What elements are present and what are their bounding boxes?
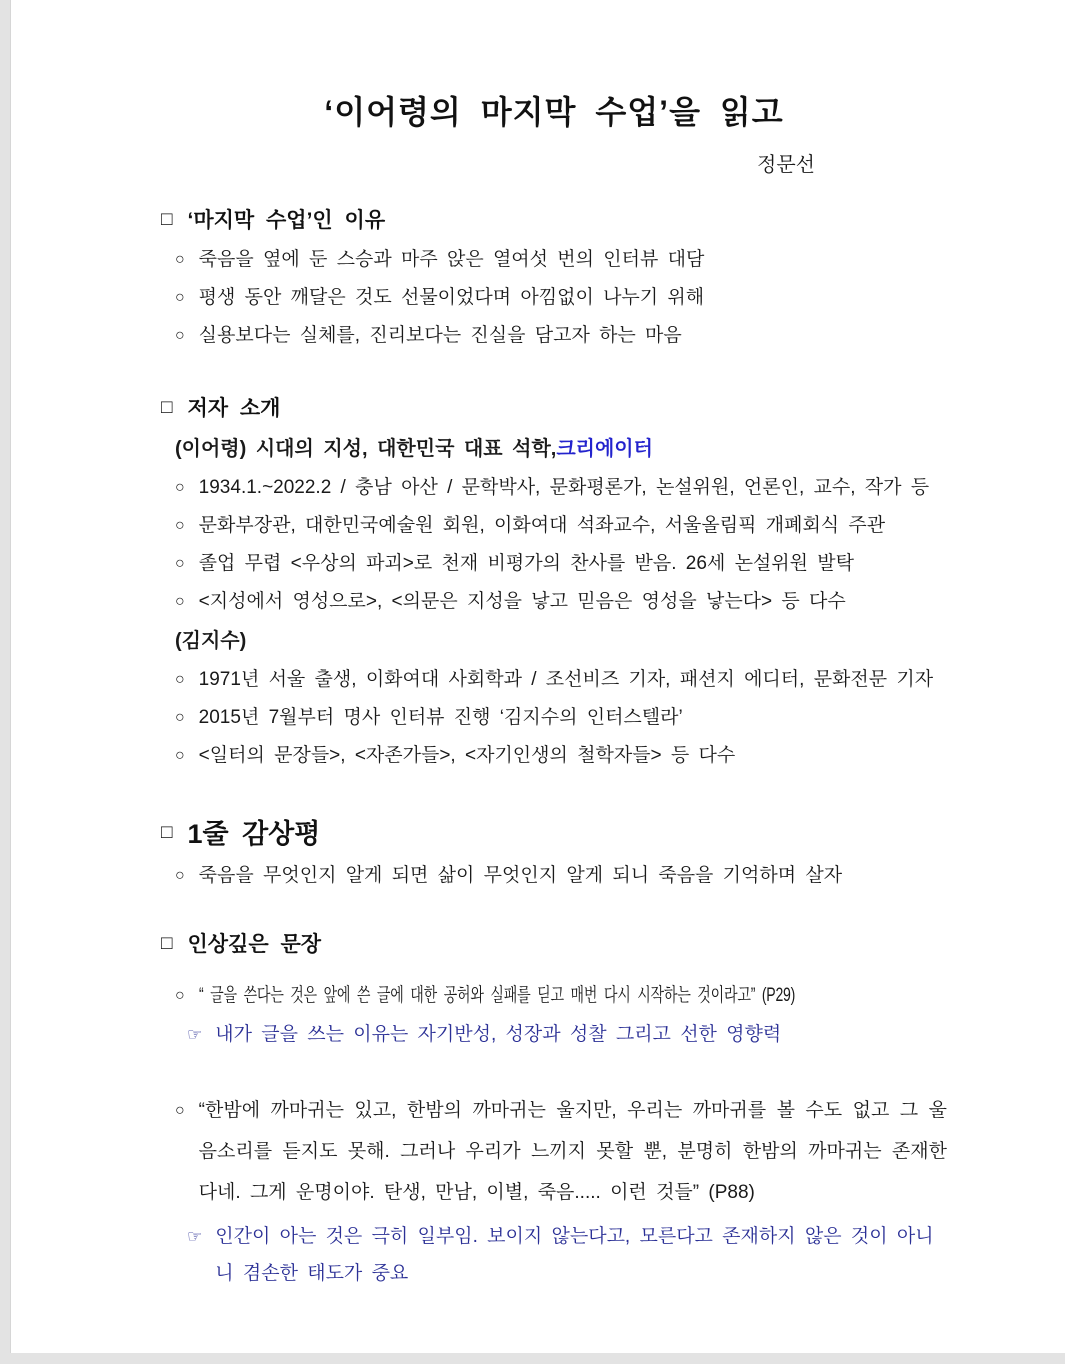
- bullet-text: 1934.1.~2022.2 / 충남 아산 / 문학박사, 문화평론가, 논설위원, 언론인, 교수, 작가 등: [198, 477, 930, 498]
- document-page: [10, 0, 1065, 1353]
- bullet-item: [161, 590, 947, 614]
- section-heading-text: 1줄 감상평: [187, 819, 321, 849]
- circle-bullet-icon: ○: [175, 1102, 185, 1119]
- square-bullet-icon: □: [161, 209, 173, 230]
- square-bullet-icon: □: [161, 822, 173, 843]
- section-heading-review: [161, 818, 947, 850]
- bullet-item: [161, 864, 947, 888]
- circle-bullet-icon: ○: [175, 555, 185, 572]
- circle-bullet-icon: ○: [175, 289, 185, 306]
- bullet-item: [161, 286, 947, 310]
- bullet-item: [161, 744, 947, 768]
- circle-bullet-icon: ○: [175, 251, 185, 268]
- section-heading-text: 저자 소개: [187, 397, 281, 420]
- pointing-hand-icon: ☞: [187, 1227, 203, 1246]
- circle-bullet-icon: ○: [175, 709, 185, 726]
- quote-item: [161, 984, 947, 1008]
- bullet-text: 실용보다는 실체를, 진리보다는 진실을 담고자 하는 마음: [198, 325, 682, 346]
- author-name: 정문선: [757, 154, 815, 176]
- section-heading-text: 인상깊은 문장: [187, 933, 322, 956]
- bullet-text: 평생 동안 깨달은 것도 선물이었다며 아낌없이 나누기 위해: [198, 287, 705, 308]
- circle-bullet-icon: ○: [175, 593, 185, 610]
- bullet-text: 죽음을 옆에 둔 스승과 마주 앉은 열여섯 번의 인터뷰 대담: [198, 249, 705, 270]
- circle-bullet-icon: ○: [175, 327, 185, 344]
- section-heading-text: ‘마지막 수업’인 이유: [187, 209, 386, 232]
- subheading-lee: [161, 436, 947, 462]
- square-bullet-icon: □: [161, 933, 173, 954]
- quote-text: “ 글을 쓴다는 것은 앞에 쓴 글에 대한 공허와 실패를 딛고 매번 다시 시작하는 것이라고” (P29): [198, 985, 795, 1006]
- bullet-item: [161, 668, 947, 692]
- note-item: [161, 1218, 947, 1292]
- note-item: [161, 1022, 947, 1048]
- document-title: ‘이어령의 마지막 수업’을 읽고: [324, 94, 784, 130]
- bullet-text: <지성에서 영성으로>, <의문은 지성을 낳고 믿음은 영성을 낳는다> 등 다수: [198, 591, 846, 612]
- document-content: [11, 0, 1065, 1292]
- section-heading-quotes: [161, 932, 947, 958]
- bullet-item: [161, 514, 947, 538]
- square-bullet-icon: □: [161, 397, 173, 418]
- quote-item: [161, 1090, 947, 1213]
- subheading-lee-highlight: 크리에이터: [556, 438, 653, 460]
- bullet-item: [161, 552, 947, 576]
- bullet-text: 1971년 서울 출생, 이화여대 사회학과 / 조선비즈 기자, 패션지 에디터, 문화전문 기자: [198, 669, 934, 690]
- pointing-hand-icon: ☞: [187, 1025, 203, 1044]
- circle-bullet-icon: ○: [175, 987, 185, 1004]
- bullet-text: 졸업 무렵 <우상의 파괴>로 천재 비평가의 찬사를 받음. 26세 논설위원 발탁: [198, 553, 854, 574]
- bullet-text: 문화부장관, 대한민국예술원 회원, 이화여대 석좌교수, 서울올림픽 개폐회식 주관: [198, 515, 886, 536]
- bullet-item: [161, 248, 947, 272]
- section-heading-reason: [161, 208, 947, 234]
- bullet-text: 2015년 7월부터 명사 인터뷰 진행 ‘김지수의 인터스텔라’: [198, 707, 683, 728]
- subheading-kim-label: (김지수): [175, 630, 247, 652]
- circle-bullet-icon: ○: [175, 867, 185, 884]
- bullet-item: [161, 476, 947, 500]
- note-text: 내가 글을 쓰는 이유는 자기반성, 성장과 성찰 그리고 선한 영향력: [215, 1024, 782, 1045]
- subheading-lee-label: (이어령) 시대의 지성, 대한민국 대표 석학,: [175, 438, 557, 460]
- subheading-kim: [161, 628, 947, 654]
- circle-bullet-icon: ○: [175, 671, 185, 688]
- circle-bullet-icon: ○: [175, 517, 185, 534]
- note-text: 인간이 아는 것은 극히 일부임. 보이지 않는다고, 모른다고 존재하지 않은 것이 아니니 겸손한 태도가 중요: [215, 1226, 934, 1284]
- circle-bullet-icon: ○: [175, 479, 185, 496]
- section-heading-authors: [161, 396, 947, 422]
- quote-text: “한밤에 까마귀는 있고, 한밤의 까마귀는 울지만, 우리는 까마귀를 볼 수도 없고 그 울음소리를 듣지도 못해. 그러나 우리가 느끼지 못할 뿐, 분명히 한밤의 까마귀는 존재한다네. 그게 운명이야. 탄생, 만남, 이별, 죽음..... 이런 것들” (P88): [198, 1100, 947, 1203]
- bullet-item: [161, 324, 947, 348]
- bullet-text: 죽음을 무엇인지 알게 되면 삶이 무엇인지 알게 되니 죽음을 기억하며 살자: [198, 865, 843, 886]
- bullet-text: <일터의 문장들>, <자존가들>, <자기인생의 철학자들> 등 다수: [198, 745, 736, 766]
- circle-bullet-icon: ○: [175, 747, 185, 764]
- bullet-item: [161, 706, 947, 730]
